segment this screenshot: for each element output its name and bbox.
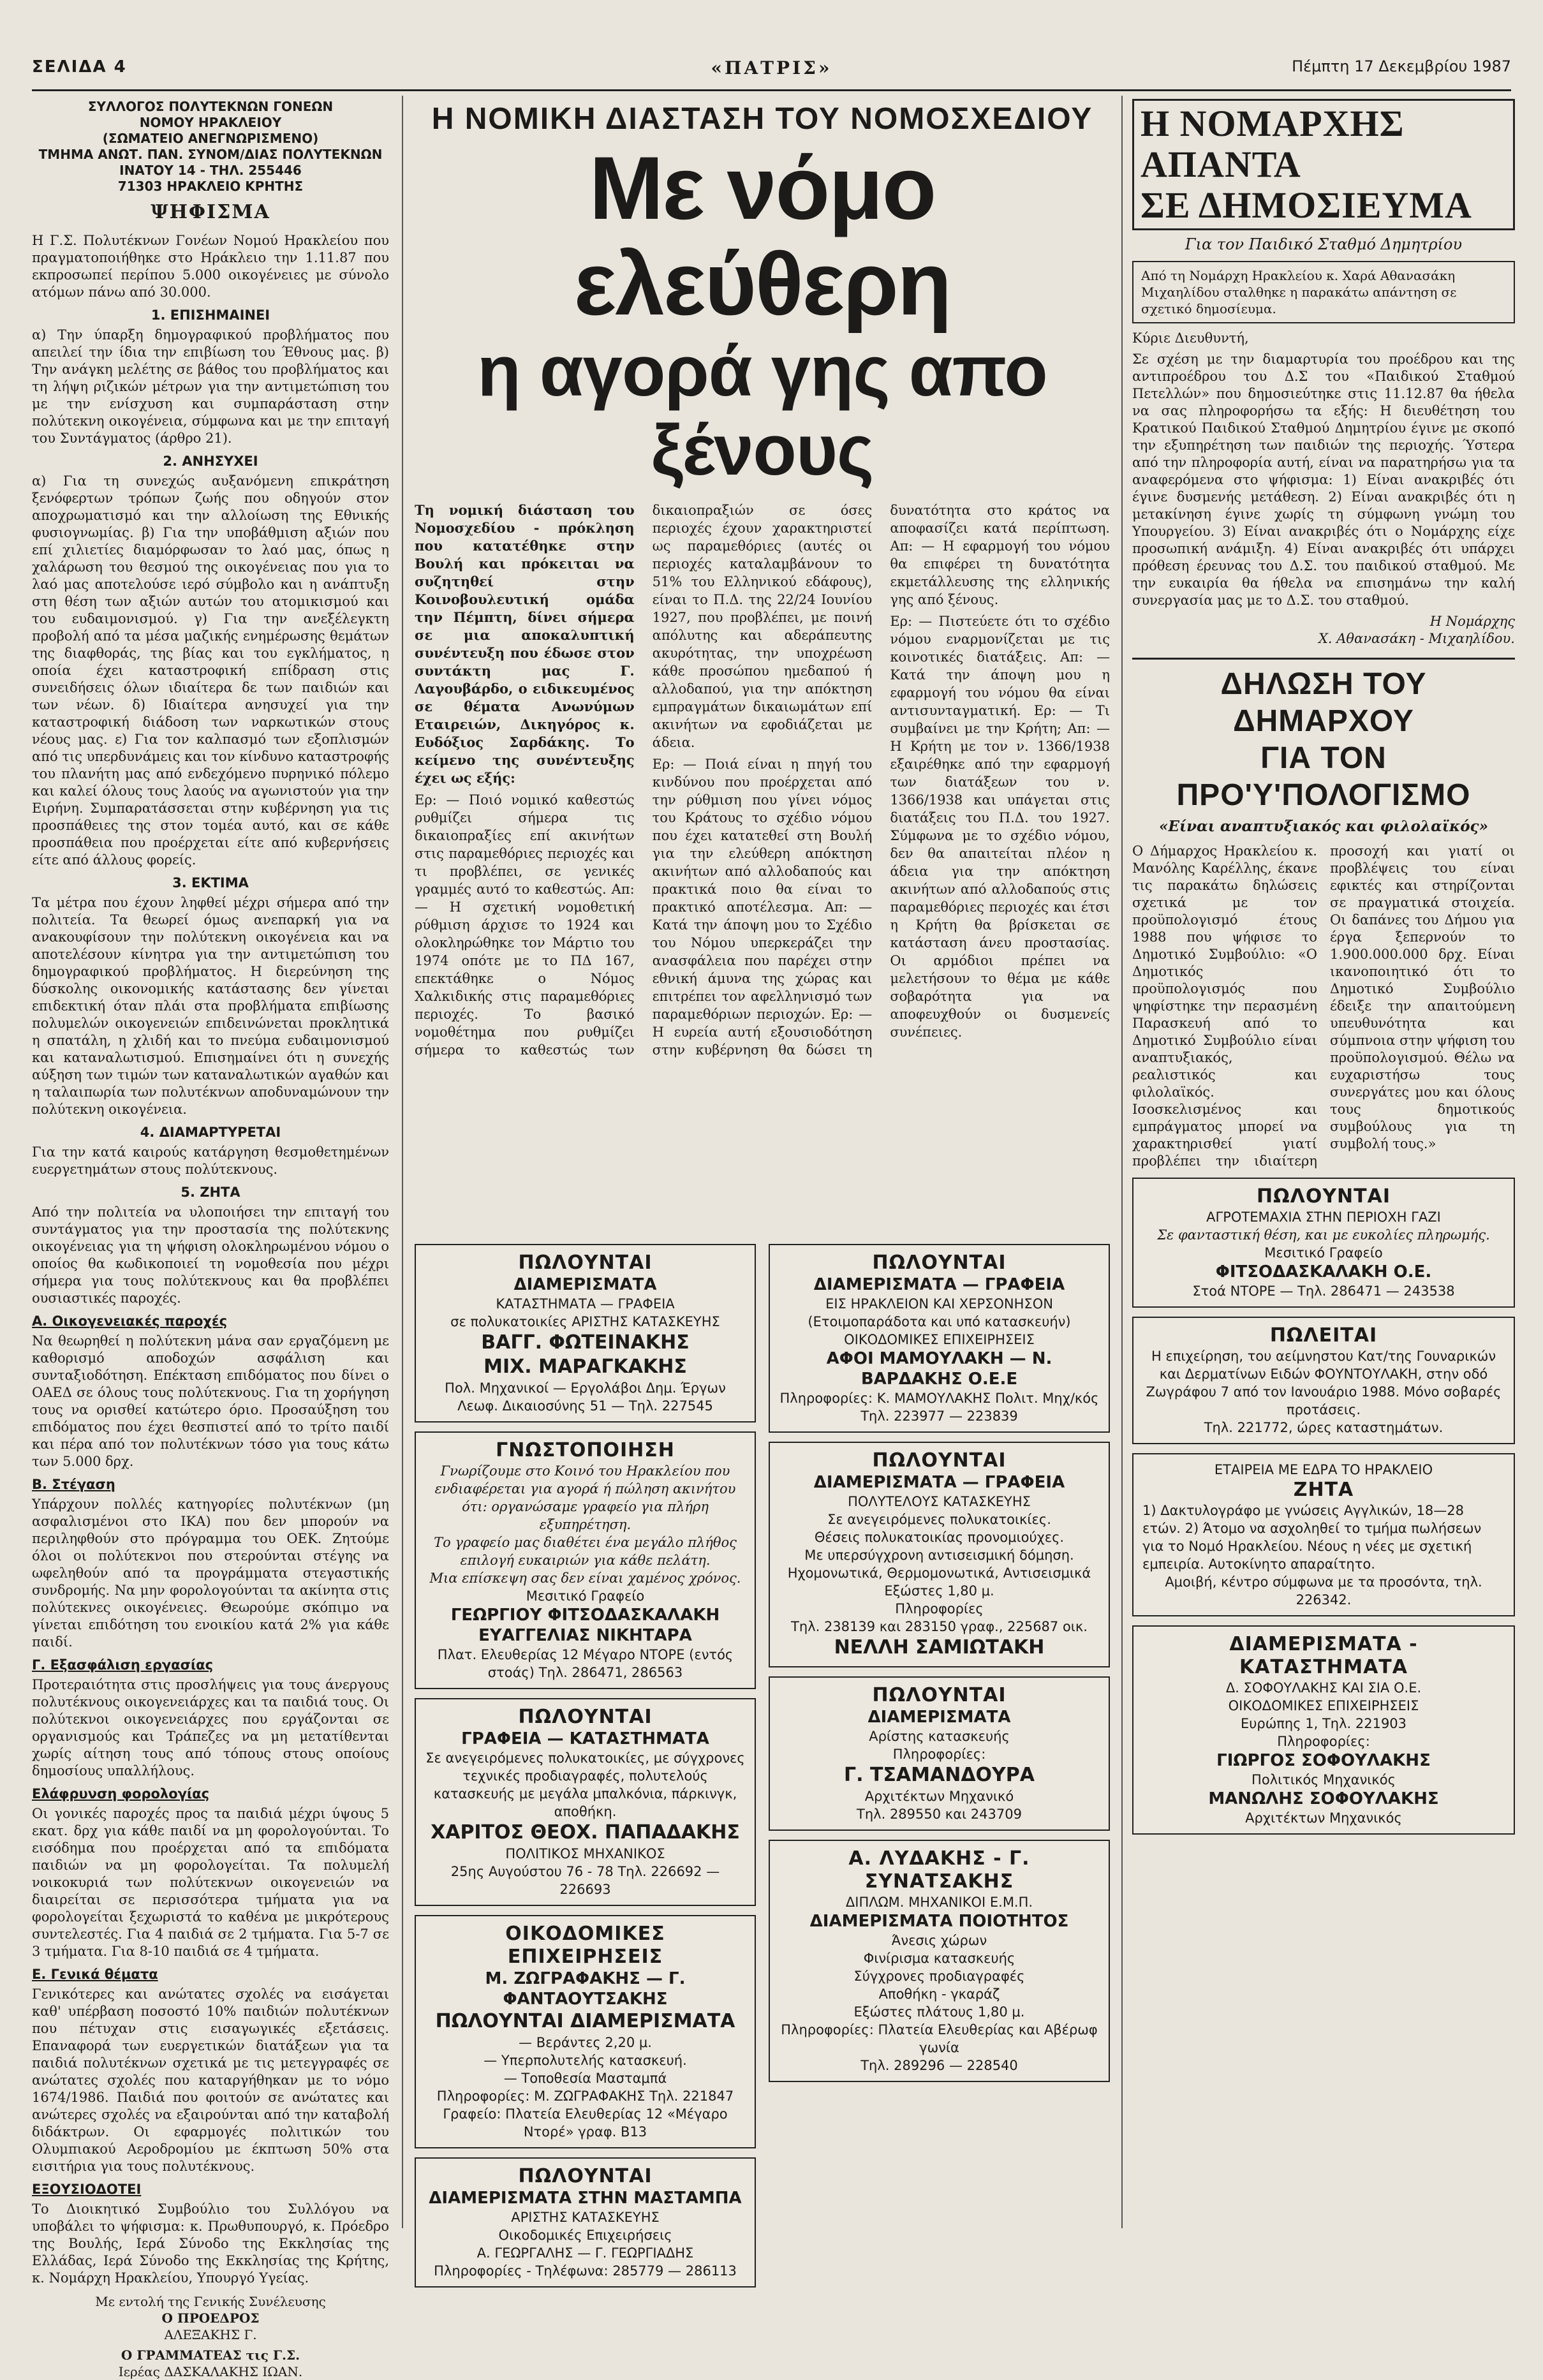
org-line: ΣΥΛΛΟΓΟΣ ΠΟΛΥΤΕΚΝΩΝ ΓΟΝΕΩΝ (87, 99, 334, 114)
ad-text: Η επιχείρηση, του αείμνηστου Κατ/της Γουναρικών και Δερματίνων Ειδών ΦΟΥΝΤΟΥΛΑΚΗ, στην οδό Ζωγράφου 7 από τον Ιανουάριο 1988. Μόνο σοβαρές προτάσεις. (1146, 1349, 1502, 1417)
ad-line: ΟΙΚΟΔΟΜΙΚΕΣ ΕΠΙΧΕΙΡΗΣΕΙΣ (844, 1332, 1035, 1347)
ad-line: Εξώστες πλάτους 1,80 μ. (853, 2004, 1025, 2020)
section-heading: ΕΞΟΥΣΙΟΔΟΤΕΙ (32, 2182, 142, 2197)
article-paragraph: Ερ: — Ποιό νομικό καθεστώς ρυθμίζει σήμερα τις δικαιοπραξίες επί ακινήτων στις παραμεθόριες περιοχές και τι προβλέπει, σε γενικές γραμμές αυτό το καθεστώς. Απ: — Η σχετική νομοθετική ρύθμιση άρχισε το 1924 και ολοκληρώθηκε τον Μάρτιο του 1974 οπότε με το ΠΔ 167, επεκτάθηκε ο Νόμος Χαλκιδικής στις παραμεθόριες περιοχές. Το βασικό νομοθέτημα που ρυθμίζει σήμερα το καθεστώς των δικαιοπραξιών σε όσες περιοχές έχουν χαρακτηριστεί ως παραμεθόριες (αυτές οι περιοχές καταλαμβάνουν το 51% του Ελληνικού εδάφους), είναι το Π.Δ. της 22/24 Ιουνίου 1927, που προβλέπει, με ποινή απόλυτης και αδεράπευτης ακυρότητας, την υποχρέωση κάθε προσώπου ημεδαπού ή αλλοδαπού, για την απόκτηση εμπραγμάτων δικαιωμάτων επί ακινήτων να εφοδιάζεται με άδεια. (415, 503, 873, 1058)
headline-line: Η ΝΟΜΑΡΧΗΣ ΑΠΑΝΤΑ (1141, 103, 1405, 185)
section-text: Τα μέτρα που έχουν ληφθεί μέχρι σήμερα από την πολιτεία. Τα θεωρεί όμως ανεπαρκή για να ανακουφίσουν την πολύτεκνη οικογένεια και να αποτελέσουν κίνητρα για την αντιμετώπιση του δημογραφικού προβλήματος. Η διερεύνηση της δύσκολης οικονομικής κατάστασης δεν γίνεται επιδεκτική όταν πλάι στα προβλήματα επιβίωσης πολυμελών οικογενειών επιδεινώνεται προκλητικά η σπατάλη, η χλιδή και το πνεύμα ευδαιμονισμού και καταναλωτισμού. Επισημαίνει ότι η συνεχής αύξηση των τιμών των καταναλωτικών αγαθών και η ταλαιπωρία των πολυτέκνων αποδυναμώνουν την πολύτεκνη οικογένεια. (32, 895, 389, 1117)
ad-name: ΜΙΧ. ΜΑΡΑΓΚΑΚΗΣ (484, 1356, 687, 1378)
ad-line: ΕΤΑΙΡΕΙΑ ΜΕ ΕΔΡΑ ΤΟ ΗΡΑΚΛΕΙΟ (1214, 1462, 1433, 1477)
ad-text: Γνωρίζουμε στο Κοινό του Ηρακλείου που ενδιαφέρεται για αγορά ή πώληση ακινήτου ότι: οργανώσαμε γραφείο για πλήρη εξυπηρέτηση. (434, 1463, 736, 1532)
section-text: Το Διοικητικό Συμβούλιο του Συλλόγου να υποβάλει το ψήφισμα: κ. Πρωθυπουργό, κ. Πρόεδρο της Βουλής, Ιερά Σύνοδο της Εκκλησίας της Ελλάδας, Ιερά Σύνοδο της Εκκλησίας της Κρήτης, κ. Νομάρχη Ηρακλείου, Υπουργό Υγείας. (32, 2201, 389, 2286)
ad-line: Δ. ΣΟΦΟΥΛΑΚΗΣ ΚΑΙ ΣΙΑ Ο.Ε. (1225, 1680, 1422, 1696)
section-heading: 3. ΕΚΤΙΜΑ (172, 875, 249, 891)
ad-box (1132, 1178, 1515, 1308)
section-heading: Γ. Εξασφάλιση εργασίας (32, 1657, 214, 1673)
ad-name: ΒΑΓΓ. ΦΩΤΕΙΝΑΚΗΣ (481, 1331, 690, 1354)
ad-text: Σε φανταστική θέση, και με ευκολίες πληρωμής. (1157, 1227, 1490, 1243)
article-subheadline: η αγορά γης απο ξένους (477, 331, 1047, 490)
article-body (415, 501, 1110, 1059)
ad-text: Το γραφείο μας διαθέτει ένα μεγάλο πλήθος επιλογή ευκαιριών για κάθε πελάτη. (434, 1535, 737, 1568)
ad-line: Πληροφορίες: Πλατεία Ελευθερίας και Αβέρωφ γωνία (781, 2022, 1098, 2055)
ad-line: ΔΙΠΛΩΜ. ΜΗΧΑΝΙΚΟΙ Ε.Μ.Π. (845, 1895, 1033, 1910)
section-text: α) Για τη συνεχώς αυξανόμενη επικράτηση ξενόφερτων τρόπων ζωής που οδηγούν στον αποχρωματισμό και την αλλοίωση της Εθνικής φυσιογνωμίας. β) Για την υποβάθμιση αξιών που επί χιλιετίες διαμόρφωσαν το λαό μας, όπως η χαλάρωση του θεσμού της οικογένειας που για το λαό μας αποτελούσε ιερό σύμβολο και η ανάπτυξη στη θέση των αξιών αυτών του ατομικισμού και του ευδαιμονισμού. γ) Για την ανεξέλεγκτη προβολή από τα μέσα μαζικής ενημέρωσης θεμάτων της διαφθοράς, της βίας και του εγκλήματος, η οποία έχει καταστροφική επίδραση στις συνειδήσεις όλων ιδιαίτερα δε των παιδιών και των νέων. δ) Ιδιαίτερα ανησυχεί για την καταστροφική διάδοση των ναρκωτικών στους νέους μας. ε) Για τον καλπασμό των εξοπλισμών από τις υπερδυνάμεις και τον κίνδυνο καταστροφής του πλανήτη μας από ενδεχόμενο πυρηνικό πόλεμο και καλεί όλους τους λαούς να αγωνιστούν για την Ειρήνη. Συμπαρατάσσεται στην κυβέρνηση για τις προσπάθειες της στον τομέα αυτό, και σε κάθε προσπάθεια που προέρχεται είτε από κυβερνήσεις είτε από άλλους φορείς. (32, 473, 389, 868)
headline-line: ΓΙΑ ΤΟΝ ΠΡΟ'Υ'ΠΟΛΟΓΙΣΜΟ (1176, 741, 1471, 812)
ad-line: Αρχιτέκτων Μηχανικός (1245, 1810, 1402, 1826)
ad-box (1132, 1317, 1515, 1444)
section-heading: Ε. Γενικά θέματα (32, 1967, 158, 1982)
section-text: Από την πολιτεία να υλοποιήσει την επιταγή του συντάγματος για την προστασία της πολύτεκνης οικογένειας για τη ψήφιση ολοκληρωμένου νόμου ο οποίος θα κωδικοποιεί τη νομοθεσία που μέχρι σήμερα για τους πολύτεκνους και θα προβλέπει ουσιαστικές παροχές. (32, 1204, 389, 1306)
article-paragraph: Ερ: — Ποιά είναι η πηγή του κινδύνου που προέρχεται από την ρύθμιση που γίνει νόμος του Κράτους το σχέδιο νόμου που έχει κατατεθεί στη Βουλή για την ελεύθερη απόκτηση ακινήτων από αλλοδαπούς και πρακτικά ποιο θα είναι το πρακτικό αποτέλεσμα. Απ: — Κατά την άποψη μου το Σχέδιο του Νόμου υπερκεράζει την ανασφάλεια που παρέχει στην εθνική άμυνα της χώρας και επιτρέπει τον αφελληνισμό των παραμεθόριων περιοχών. Ερ: — Η ευρεία αυτή εξουσιοδότηση στην κυβέρνηση θα δώσει τη δυνατότητα στο κράτος να αποφασίζει κατά περίπτωση. Απ: — Η εφαρμογή του νόμου θα επιφέρει τη δυνατότητα εκμετάλλευσης της ελληνικής γης από ξένους. (652, 503, 1110, 1058)
ad-line: Μεσιτικό Γραφείο (526, 1588, 645, 1604)
ads-left-column (415, 1244, 756, 2296)
ad-line: Μεσιτικό Γραφείο (1264, 1245, 1383, 1260)
article-body: Ο Δήμαρχος Ηρακλείου κ. Μανόλης Καρέλλης, έκανε τις παρακάτω δηλώσεις σχετικά με τον προϋπολογισμό έτους 1988 που ψήφισε το Δημοτικό Συμβούλιο: «Ο Δημοτικός προϋπολογισμός που ψηφίστηκε την περασμένη Παρασκευή από το Δημοτικό Συμβούλιο είναι αναπτυξιακός, ρεαλιστικός και φιλολαϊκός. Ισοσκελισμένος και εμπράγματος μπορεί να χαρακτηρισθεί γιατί προβλέπει την ιδιαίτερη προσοχή και γιατί οι προβλέψεις του είναι εφικτές και στηρίζονται σε πραγματικά στοιχεία. Οι δαπάνες του Δήμου για έργα ξεπερνούν το 1.900.000.000 δρχ. Είναι ικανοποιητικό ότι το Δημοτικό Συμβούλιο έδειξε την απαιτούμενη υπευθυνότητα και σύμπνοια στην ψήφιση του προϋπολογισμού. Θέλω να ευχαριστήσω τους συνεργάτες μου και όλους τους δημοτικούς συμβούλους για τη συμβολή τους.» (1132, 843, 1515, 1169)
ad-subheading: ΔΙΑΜΕΡΙΣΜΑΤΑ (513, 1275, 657, 1294)
section-text: α) Την ύπαρξη δημογραφικού προβλήματος που απειλεί την ίδια την επιβίωση του Έθνους μας. β) Την ανάγκη μελέτης σε βάθος του προβλήματος και τη λήψη ριζικών μέτρων για την αντιμετώπιση του με την ενίσχυση και συμπαράσταση στην πολύτεκνη οικογένεια, σύμφωνα και με την επιταγή του Συντάγματος (άρθρο 21). (32, 327, 389, 446)
article-headline (1132, 658, 1515, 814)
ad-name: ΜΑΝΩΛΗΣ ΣΟΦΟΥΛΑΚΗΣ (1208, 1789, 1439, 1808)
ad-phone: Λεωφ. Δικαιοσύνης 51 — Τηλ. 227545 (457, 1398, 713, 1414)
ad-line: Σε ανεγειρόμενες πολυκατοικίες. (827, 1512, 1051, 1527)
section-text: Οι γονικές παροχές προς τα παιδιά μέχρι ύψους 5 εκατ. δρχ για κάθε παιδί να μη φορολογούνται. Το εισόδημα που προέρχεται από τα επιδόματα παιδιών να μη φορολογείται. Τα πολυμελή νοικοκυριά των πολύτεκνων οικογενειών να διαιρείται σε περισσότερα τμήματα για να φορολογείται ξεχωριστά το καθένα με μικρότερους συντελεστές. Για 4 παιδιά σε 2 τμήματα. Για 5-7 σε 3 τμήματα. Για 8-10 παιδιά σε 4 τμήματα. (32, 1806, 389, 1959)
signature-name: ΑΛΕΞΑΚΗΣ Γ. (164, 2327, 257, 2342)
letter-greeting: Κύριε Διευθυντή, (1132, 330, 1249, 346)
org-line: ΝΟΜΟΥ ΗΡΑΚΛΕΙΟΥ (139, 115, 282, 130)
ad-heading: ΓΝΩΣΤΟΠΟΙΗΣΗ (496, 1439, 675, 1461)
ad-heading: ΠΩΛΟΥΝΤΑΙ (518, 1706, 653, 1728)
section-text: Για την κατά καιρούς κατάργηση θεσμοθετημένων ευεργετημάτων στους πολύτεκνους. (32, 1144, 389, 1177)
org-header (32, 99, 389, 195)
ad-phone: Πλατ. Ελευθερίας 12 Μέγαρο ΝΤΟΡΕ (εντός στοάς) Τηλ. 286471, 286563 (437, 1647, 734, 1680)
org-line: 71303 ΗΡΑΚΛΕΙΟ ΚΡΗΤΗΣ (117, 179, 304, 194)
ad-subheading: ΔΙΑΜΕΡΙΣΜΑΤΑ — ΓΡΑΦΕΙΑ (813, 1275, 1065, 1294)
org-line: ΤΜΗΜΑ ΑΝΩΤ. ΠΑΝ. ΣΥΝΟΜ/ΔΙΑΣ ΠΟΛΥΤΕΚΝΩΝ (38, 147, 383, 162)
ad-heading: ΟΙΚΟΔΟΜΙΚΕΣ ΕΠΙΧΕΙΡΗΣΕΙΣ (505, 1923, 665, 1968)
ad-name: ΑΦΟΙ ΜΑΜΟΥΛΑΚΗ — Ν. ΒΑΡΔΑΚΗΣ Ο.Ε.Ε (826, 1349, 1052, 1389)
ad-phone: Πληροφορίες - Τηλέφωνα: 285779 — 286113 (434, 2263, 737, 2279)
ad-subheading: ΓΡΑΦΕΙΑ — ΚΑΤΑΣΤΗΜΑΤΑ (461, 1729, 709, 1748)
signature-title: Ο ΓΡΑΜΜΑΤΕΑΣ τις Γ.Σ. (121, 2347, 300, 2363)
ad-line: Εξώστες 1,80 μ. (884, 1583, 994, 1599)
ad-line: — Βεράντες 2,20 μ. (519, 2035, 652, 2050)
ad-line: Πληροφορίες (895, 1601, 984, 1616)
ad-phone: Τηλ. 238139 και 283150 γραφ., 225687 οικ. (791, 1619, 1088, 1634)
ad-phone: 25ης Αυγούστου 76 - 78 Τηλ. 226692 — 226693 (450, 1864, 720, 1897)
section-heading: 5. ΖΗΤΑ (181, 1185, 240, 1200)
ad-heading: ΠΩΛΟΥΝΤΑΙ (872, 1449, 1007, 1472)
ad-line: (Ετοιμοπαράδοτα και υπό κατασκευήν) (808, 1314, 1071, 1329)
signature-name: Χ. Αθανασάκη - Μιχαηλίδου. (1318, 631, 1515, 646)
ad-box (415, 1431, 756, 1689)
article-kicker: Η ΝΟΜΙΚΗ ΔΙΑΣΤΑΣΗ ΤΟΥ ΝΟΜΟΣΧΕΔΙΟΥ (431, 102, 1093, 136)
ad-name: ΓΙΩΡΓΟΣ ΣΟΦΟΥΛΑΚΗΣ (1216, 1751, 1431, 1770)
ad-heading: ΖΗΤΑ (1293, 1479, 1354, 1501)
ad-line: σε πολυκατοικίες ΑΡΙΣΤΗΣ ΚΑΤΑΣΚΕΥΗΣ (450, 1314, 720, 1329)
section-heading: 1. ΕΠΙΣΗΜΑΙΝΕΙ (151, 307, 270, 323)
resolution-article (32, 99, 389, 2380)
ad-line: — Υπερπολυτελής κατασκευή. (484, 2053, 687, 2068)
ad-box (769, 1840, 1110, 2082)
ad-box (769, 1676, 1110, 1831)
ad-name: ΕΥΑΓΓΕΛΙΑΣ ΝΙΚΗΤΑΡΑ (478, 1626, 692, 1645)
issue-date: Πέμπτη 17 Δεκεμβρίου 1987 (1292, 57, 1511, 75)
ad-heading: ΠΩΛΟΥΝΤΑΙ (872, 1684, 1007, 1706)
ad-name: Α. ΓΕΩΡΓΑΛΗΣ — Γ. ΓΕΩΡΓΙΑΔΗΣ (476, 2245, 694, 2261)
ad-line: ΟΙΚΟΔΟΜΙΚΕΣ ΕΠΙΧΕΙΡΗΣΕΙΣ (1228, 1698, 1419, 1713)
ad-subheading: ΔΙΑΜΕΡΙΣΜΑΤΑ — ΓΡΑΦΕΙΑ (813, 1473, 1065, 1492)
ad-name: ΧΑΡΙΤΟΣ ΘΕΟΧ. ΠΑΠΑΔΑΚΗΣ (431, 1821, 740, 1844)
ad-text: Μια επίσκεψη σας δεν είναι χαμένος χρόνος. (429, 1571, 741, 1586)
article-headline (1132, 99, 1515, 230)
ad-subheading: ΔΙΑΜΕΡΙΣΜΑΤΑ ΠΟΙΟΤΗΤΟΣ (809, 1912, 1069, 1931)
article-lead-box: Από τη Νομάρχη Ηρακλείου κ. Χαρά Αθανασάκη Μιχαηλίδου σταλθηκε η παρακάτω απάντηση σε σχετικό δημοσίευμα. (1132, 261, 1515, 323)
ad-heading: ΠΩΛΟΥΝΤΑΙ ΔΙΑΜΕΡΙΣΜΑΤΑ (435, 2010, 735, 2032)
column-divider (402, 96, 403, 2228)
ad-line: Αρχιτέκτων Μηχανικό (864, 1789, 1014, 1804)
ad-box (1132, 1453, 1515, 1616)
section-text: Υπάρχουν πολλές κατηγορίες πολυτέκνων (μη ασφαλισμένοι στο ΙΚΑ) που δεν μπορούν να περιληφθούν στο πρόγραμμα του ΟΕΚ. Ζητούμε όλοι οι πολύτεκνοι που στερούνται στέγης να ωφεληθούν από τα προγράμματα στεγαστικής συνδρομής. Να μην φορολογούνται τα ακίνητα στις πολύτεκνες οικογένειες. Θεωρούμε σκόπιμο να γίνεται επιδότηση του ενοικίου κατά 2% για κάθε παιδί. (32, 1497, 389, 1650)
org-line: ΙΝΑΤΟΥ 14 - ΤΗΛ. 255446 (119, 163, 302, 178)
org-line: (ΣΩΜΑΤΕΙΟ ΑΝΕΓΝΩΡΙΣΜΕΝΟ) (102, 131, 319, 146)
signature-title: Ο ΠΡΟΕΔΡΟΣ (161, 2310, 260, 2326)
ad-line: Γραφείο: Πλατεία Ελευθερίας 12 «Μέγαρο Ντορέ» γραφ. Β13 (443, 2106, 728, 2140)
ad-heading: Α. ΛΥΔΑΚΗΣ - Γ. ΣΥΝΑΤΣΑΚΗΣ (848, 1847, 1030, 1893)
ad-line: ΠΟΛΥΤΕΛΟΥΣ ΚΑΤΑΣΚΕΥΗΣ (848, 1494, 1031, 1509)
ad-name: Γ. ΤΣΑΜΑΝΔΟΥΡΑ (844, 1764, 1035, 1786)
section-heading: Ελάφρυνση φορολογίας (32, 1786, 210, 1801)
article-paragraph: Ερ: — Πιστεύετε ότι το σχέδιο νόμου εναρμονίζεται με τις κοινοτικές διατάξεις. Απ: — Κατά την άποψη μου η εφαρμογή του νόμου θα είναι αντισυνταγματική. Ερ: — Τι συμβαίνει με την Κρήτη; Απ: — Η Κρήτη με τον ν. 1366/1938 εξαιρέθηκε από την εφαρμογή των διατάξεων του ν. 1366/1938 και υπάγεται στις διατάξεις του Π.Δ. του 1927. Σύμφωνα με το σχέδιο νόμου, δεν θα απαιτείται πλέον η άδεια για την απόκτηση ακινήτων από αλλοδαπούς στις παραμεθόριες περιοχές και έτσι η Κρήτη θα βρίσκεται σε κατάσταση άνευ προστασίας. Οι αρμόδιοι πρέπει να μελετήσουν το θέμα με κάθε σοβαρότητα για να αποφευχθούν οι δυσμενείς συνέπειες. (890, 614, 1110, 1040)
ads-right-column (769, 1244, 1110, 2091)
ad-line: Πολ. Μηχανικοί — Εργολάβοι Δημ. Έργων (445, 1380, 726, 1396)
section-heading: Α. Οικογενειακές παροχές (32, 1313, 228, 1329)
page-header (32, 57, 1511, 83)
ad-box (415, 1698, 756, 1906)
ad-line: Θέσεις πολυκατοικίας προνομιούχες. (814, 1530, 1065, 1545)
signature-title: Η Νομάρχης (1429, 614, 1515, 629)
ad-line: Πληροφορίες: (1277, 1734, 1370, 1749)
ad-line: Σύγχρονες προδιαγραφές (853, 1969, 1025, 1984)
ad-heading: ΠΩΛΟΥΝΤΑΙ (518, 2165, 653, 2187)
masthead: «ΠΑΤΡΙΣ» (711, 57, 832, 78)
right-column (1132, 99, 1515, 1844)
ad-line: Αποθήκη - γκαράζ (878, 1986, 1000, 2002)
ad-subheading: ΔΙΑΜΕΡΙΣΜΑΤΑ (867, 1708, 1011, 1727)
article-intro: Τη νομική διάσταση του Νομοσχεδίου - πρόκληση που κατατέθηκε στην Βουλή και πρόκειται να συζητηθεί στην Κοινοβουλευτική ομάδα την Πέμπτη, δίνει σήμερα σε μια αποκαλυπτική συνέντευξη που έδωσε στον συντάκτη μας Γ. Λαγουβάρδο, ο ειδικευμένος σε θέματα Ανωνύμων Εταιρειών, Δικηγόρος κ. Ευδόξιος Σαρδάκης. Το κείμενο της συνέντευξης έχει ως εξής: (415, 502, 635, 786)
ad-name: ΓΕΩΡΓΙΟΥ ΦΙΤΣΟΔΑΣΚΑΛΑΚΗ (450, 1606, 720, 1625)
ad-line: Άνεσις χώρων (891, 1933, 987, 1948)
ad-line: Φινίρισμα κατασκευής (863, 1951, 1015, 1966)
section-text: Να θεωρηθεί η πολύτεκνη μάνα σαν εργαζόμενη με καθορισμό αποδοχών ασφάλιση και συνταξιοδότηση. Επέκταση επιδόματος που δίνει ο ΟΑΕΔ σε όλους τους πολύτεκνους. Για τη χορήγηση τους να ορισθεί κατώτερο όριο. Προσαύξηση του επιδόματος που έχει θεσπιστεί από το τρίτο παιδί και πέρα από τον πολυτέκνων τόσο για τους κάτω των 5.000 δρχ. (32, 1333, 389, 1469)
ad-subheading: ΔΙΑΜΕΡΙΣΜΑΤΑ ΣΤΗΝ ΜΑΣΤΑΜΠΑ (429, 2189, 742, 2208)
signature-name: Ιερέας ΔΑΣΚΑΛΑΚΗΣ ΙΩΑΝ. (118, 2364, 303, 2379)
column-divider (1121, 96, 1123, 2228)
letter-signature (1132, 613, 1515, 647)
ad-phone: Τηλ. 289550 και 243709 (857, 1807, 1022, 1822)
ad-text: Σε ανεγειρόμενες πολυκατοικίες, με σύγχρονες τεχνικές προδιαγραφές, πολυτελούς κατασκευής με μεγάλα μπαλκόνια, πάρκινγκ, αποθήκη. (425, 1750, 745, 1819)
ad-box (415, 1915, 756, 2148)
article-subheadline: Για τον Παιδικό Σταθμό Δημητρίου (1185, 235, 1463, 253)
headline-line: ΔΗΛΩΣΗ ΤΟΥ ΔΗΜΑΡΧΟΥ (1220, 667, 1427, 738)
ad-box (415, 2157, 756, 2288)
section-heading: Β. Στέγαση (32, 1477, 115, 1492)
ad-phone: Τηλ. 223977 — 223839 (860, 1408, 1018, 1424)
letter-body: Σε σχέση με την διαμαρτυρία του προέδρου και της αντιπροέδρου του Δ.Σ του «Παιδικού Σταθμού Πετελλών» που δημοσιεύτηκε στις 11.12.87 θα ήθελα να σας πληροφορήσω τα εξής: Η διευθέτηση του Κρατικού Παιδικού Σταθμού Δημητρίου έγινε με σκοπό την εξυπηρέτηση των παιδιών της περιοχής. Ύστερα από την πληροφορία αυτή, είναι να παρατηρήσω για τα αναφερόμενα στο ψήφισμα: 1) Είναι ανακριβές ότι έγινε δυσμενής μετάθεση. 2) Είναι ανακριβές ότι η μετακίνηση έγινε χωρίς τη σύμφωνη γνώμη του Υπουργείου. 3) Είναι ανακριβές ότι ο Νομάρχης είχε προσωπική ανάμιξη. 4) Είναι ανακριβές ότι υπάρχει πρόθεση έρευνας του Δ.Σ. του παιδικού σταθμού. Με την ευκαιρία θα ήθελα να επισημάνω την καλή συνεργασία μας με το Δ.Σ. του σταθμού. (1132, 351, 1515, 608)
ad-subheading: Μ. ΖΩΓΡΑΦΑΚΗΣ — Γ. ΦΑΝΤΑΟΥΤΣΑΚΗΣ (485, 1969, 686, 2009)
section-heading: 2. ΑΝΗΣΥΧΕΙ (163, 454, 258, 469)
ad-heading: ΔΙΑΜΕΡΙΣΜΑΤΑ - ΚΑΤΑΣΤΗΜΑΤΑ (1229, 1633, 1418, 1678)
ad-name: ΦΙΤΣΟΔΑΣΚΑΛΑΚΗ Ο.Ε. (1215, 1262, 1432, 1282)
header-rule (32, 89, 1511, 91)
article-subheadline: «Είναι αναπτυξιακός και φιλολαϊκός» (1159, 818, 1488, 835)
ad-box (769, 1442, 1110, 1667)
ad-heading: ΠΩΛΟΥΝΤΑΙ (1256, 1185, 1391, 1208)
headline-line: ΣΕ ΔΗΜΟΣΙΕΥΜΑ (1141, 184, 1472, 226)
ad-line: Πληροφορίες: Κ. ΜΑΜΟΥΛΑΚΗΣ Πολιτ. Μηχ/κός (779, 1391, 1099, 1406)
ad-line: ΠΟΛΙΤΙΚΟΣ ΜΗΧΑΝΙΚΟΣ (505, 1846, 665, 1861)
ad-line: ΑΡΙΣΤΗΣ ΚΑΤΑΣΚΕΥΗΣ (511, 2210, 660, 2225)
ad-line: Ηχομονωτικά, Θερμομονωτικά, Αντισεισμικά (787, 1565, 1091, 1581)
ad-line: Πολιτικός Μηχανικός (1251, 1772, 1396, 1787)
page-number: ΣΕΛΙΔΑ 4 (32, 57, 127, 77)
resolution-intro: Η Γ.Σ. Πολυτέκνων Γονέων Νομού Ηρακλείου που πραγματοποιήθηκε στο Ηράκλειο την 1.11.87 που εκπροσωπεί περίπου 5.000 οικογένειες με σύνολο ατόμων πάνω από 30.000. (32, 233, 389, 300)
ad-heading: ΠΩΛΟΥΝΤΑΙ (518, 1252, 653, 1274)
ad-line: ΚΑΤΑΣΤΗΜΑΤΑ — ΓΡΑΦΕΙΑ (496, 1296, 675, 1312)
ad-line: ΕΙΣ ΗΡΑΚΛΕΙΟΝ ΚΑΙ ΧΕΡΣΟΝΗΣΟΝ (825, 1296, 1053, 1312)
ad-box (769, 1244, 1110, 1433)
resolution-title: ΨΗΦΙΣΜΑ (151, 201, 270, 223)
signature-intro: Με εντολή της Γενικής Συνέλευσης (95, 2294, 326, 2309)
section-heading: 4. ΔΙΑΜΑΡΤΥΡΕΤΑΙ (140, 1125, 281, 1140)
ad-box (1132, 1625, 1515, 1835)
ad-heading: ΠΩΛΟΥΝΤΑΙ (872, 1252, 1007, 1274)
ad-text: 1) Δακτυλογράφο με γνώσεις Αγγλικών, 18—28 ετών. 2) Άτομο να ασχοληθεί το τμήμα πωλήσεων για το Νομό Ηρακλείου. Νέους η νέες με σχετική εμπειρία. Αυτοκίνητο απαραίτητο. (1142, 1503, 1482, 1572)
ad-phone: Ευρώπης 1, Τηλ. 221903 (1240, 1716, 1407, 1731)
main-article (415, 99, 1110, 1059)
ad-phone: Τηλ. 221772, ώρες καταστημάτων. (1204, 1420, 1443, 1435)
ad-phone: Αμοιβή, κέντρο σύμφωνα με τα προσόντα, τηλ. 226342. (1165, 1574, 1482, 1608)
ad-phone: Στοά ΝΤΟΡΕ — Τηλ. 286471 — 243538 (1192, 1283, 1455, 1299)
ad-heading: ΠΩΛΕΙΤΑΙ (1269, 1324, 1378, 1347)
article-headline: Με νόμο ελεύθερη (573, 138, 951, 334)
ad-line: ΑΓΡΟΤΕΜΑΧΙΑ ΣΤΗΝ ΠΕΡΙΟΧΗ ΓΑΖΙ (1206, 1209, 1441, 1225)
ad-phone: Πληροφορίες: Μ. ΖΩΓΡΑΦΑΚΗΣ Τηλ. 221847 (436, 2088, 734, 2104)
ad-phone: Τηλ. 289296 — 228540 (860, 2058, 1018, 2073)
ad-line: Με υπερσύγχρονη αντισεισμική δόμηση. (804, 1548, 1074, 1563)
ad-box (415, 1244, 756, 1423)
section-text: Γενικότερες και ανώτατες σχολές να εισάγεται καθ' υπέρβαση ποσοστό 10% παιδιών πολυτέκνων που πέτυχαν στις εισαγωγικές εξετάσεις. Επαναφορά των ευεργετικών διατάξεων για τα παιδιά πολυτέκνων σχετικά με τις μετεγγραφές σε ανώτατες σχολές που καταργήθηκαν με το νόμο 1674/1986. Παιδιά που φοιτούν σε ανώτατες και ανώτερες σχολές να εξαιρούνται από την καταβολή διδάκτρων. Οι εφαρμογές πολιτικών του Ολυμπιακού Αεροδρομίου με έκπτωση 50% στα εισιτήρια για τους πολυτέκνους. (32, 1986, 389, 2174)
ad-line: — Τοποθεσία Μασταμπά (503, 2071, 667, 2086)
ad-line: Αρίστης κατασκευής (869, 1729, 1010, 1744)
ad-name: ΝΕΛΛΗ ΣΑΜΙΩΤΑΚΗ (834, 1636, 1045, 1659)
ad-line: Οικοδομικές Επιχειρήσεις (498, 2228, 672, 2243)
ad-line: Πληροφορίες: (892, 1747, 986, 1762)
section-text: Προτεραιότητα στις προσλήψεις για τους άνεργους πολυτέκνους οικογενειάρχες και τα παιδιά τους. Οι πολύτεκνοι οικογενειάρχες που εργάζονται σε οργανισμούς και Τράπεζες να μη μετατίθενται χωρίς αίτηση τους από τόπους στους οποίους δημοσίους υπαλλήλους. (32, 1677, 389, 1778)
signature-block (32, 2293, 389, 2380)
